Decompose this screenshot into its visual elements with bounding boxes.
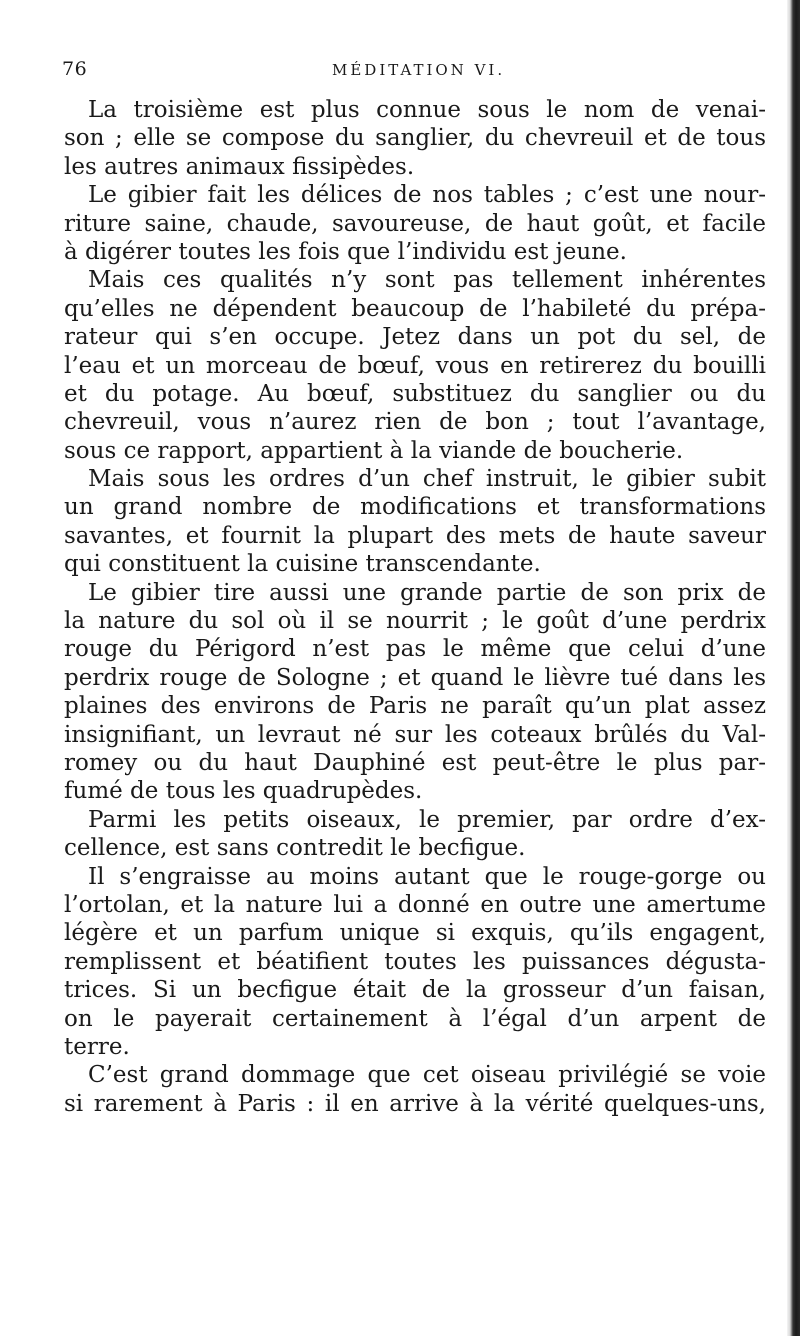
text-line: remplissent et béatifient toutes les puissances dégusta- — [64, 948, 766, 975]
text-line: son ; elle se compose du sanglier, du chevreuil et de tous — [64, 125, 766, 152]
text-line: chevreuil, vous n’aurez rien de bon ; tout l’avantage, — [64, 409, 766, 436]
text-line: légère et un parfum unique si exquis, qu’ils engagent, — [64, 920, 766, 947]
text-line: rouge du Périgord n’est pas le même que celui d’une — [64, 636, 766, 663]
text-line: insignifiant, un levraut né sur les coteaux brûlés du Val- — [64, 721, 766, 748]
text-line: Parmi les petits oiseaux, le premier, par ordre d’ex- — [88, 806, 766, 833]
text-line: trices. Si un becfigue était de la grosseur d’un faisan, — [64, 977, 766, 1004]
text-line: cellence, est sans contredit le becfigue. — [64, 835, 526, 862]
text-line: les autres animaux fissipèdes. — [64, 153, 415, 180]
text-line: Le gibier fait les délices de nos tables ; c’est une nour- — [88, 182, 766, 209]
text-line: qu’elles ne dépendent beaucoup de l’habileté du prépa- — [64, 295, 766, 322]
text-line: à digérer toutes les fois que l’individu est jeune. — [64, 238, 627, 265]
text-line: Le gibier tire aussi une grande partie de son prix de — [88, 579, 766, 606]
text-line: si rarement à Paris : il en arrive à la vérité quelques-uns, — [64, 1090, 766, 1117]
text-line: perdrix rouge de Sologne ; et quand le lièvre tué dans les — [64, 664, 766, 691]
text-line: riture saine, chaude, savoureuse, de haut goût, et facile — [64, 210, 766, 237]
page-edge — [787, 0, 800, 1336]
text-line: rateur qui s’en occupe. Jetez dans un pot du sel, de — [64, 324, 766, 351]
text-line: qui constituent la cuisine transcendante. — [64, 551, 541, 578]
text-line: savantes, et fournit la plupart des mets de haute saveur — [64, 522, 766, 549]
running-head: MÉDITATION VI. — [332, 61, 506, 79]
text-line: la nature du sol où il se nourrit ; le goût d’une perdrix — [64, 608, 766, 635]
text-line: l’ortolan, et la nature lui a donné en outre une amertume — [64, 891, 766, 918]
text-line: on le payerait certainement à l’égal d’un arpent de — [64, 1005, 766, 1032]
text-line: Mais sous les ordres d’un chef instruit, le gibier subit — [88, 466, 766, 493]
page-header — [62, 58, 762, 88]
text-line: La troisième est plus connue sous le nom de venai- — [88, 97, 766, 123]
text-line: C’est grand dommage que cet oiseau privilégié se voie — [88, 1062, 766, 1089]
text-line: Mais ces qualités n’y sont pas tellement inhérentes — [88, 267, 766, 294]
text-line: un grand nombre de modifications et transformations — [64, 494, 766, 521]
text-line: l’eau et un morceau de bœuf, vous en retirerez du bouilli — [64, 352, 766, 379]
text-line: terre. — [64, 1033, 130, 1060]
text-line: Il s’engraisse au moins autant que le rouge-gorge ou — [88, 863, 766, 890]
text-line: et du potage. Au bœuf, substituez du sanglier ou du — [64, 380, 766, 407]
text-line: fumé de tous les quadrupèdes. — [64, 778, 423, 805]
text-line: romey ou du haut Dauphiné est peut-être le plus par- — [64, 749, 766, 776]
text-line: plaines des environs de Paris ne paraît qu’un plat assez — [64, 693, 766, 720]
body-text — [64, 96, 766, 1118]
text-line: sous ce rapport, appartient à la viande de boucherie. — [64, 437, 684, 464]
page-number: 76 — [62, 58, 88, 80]
